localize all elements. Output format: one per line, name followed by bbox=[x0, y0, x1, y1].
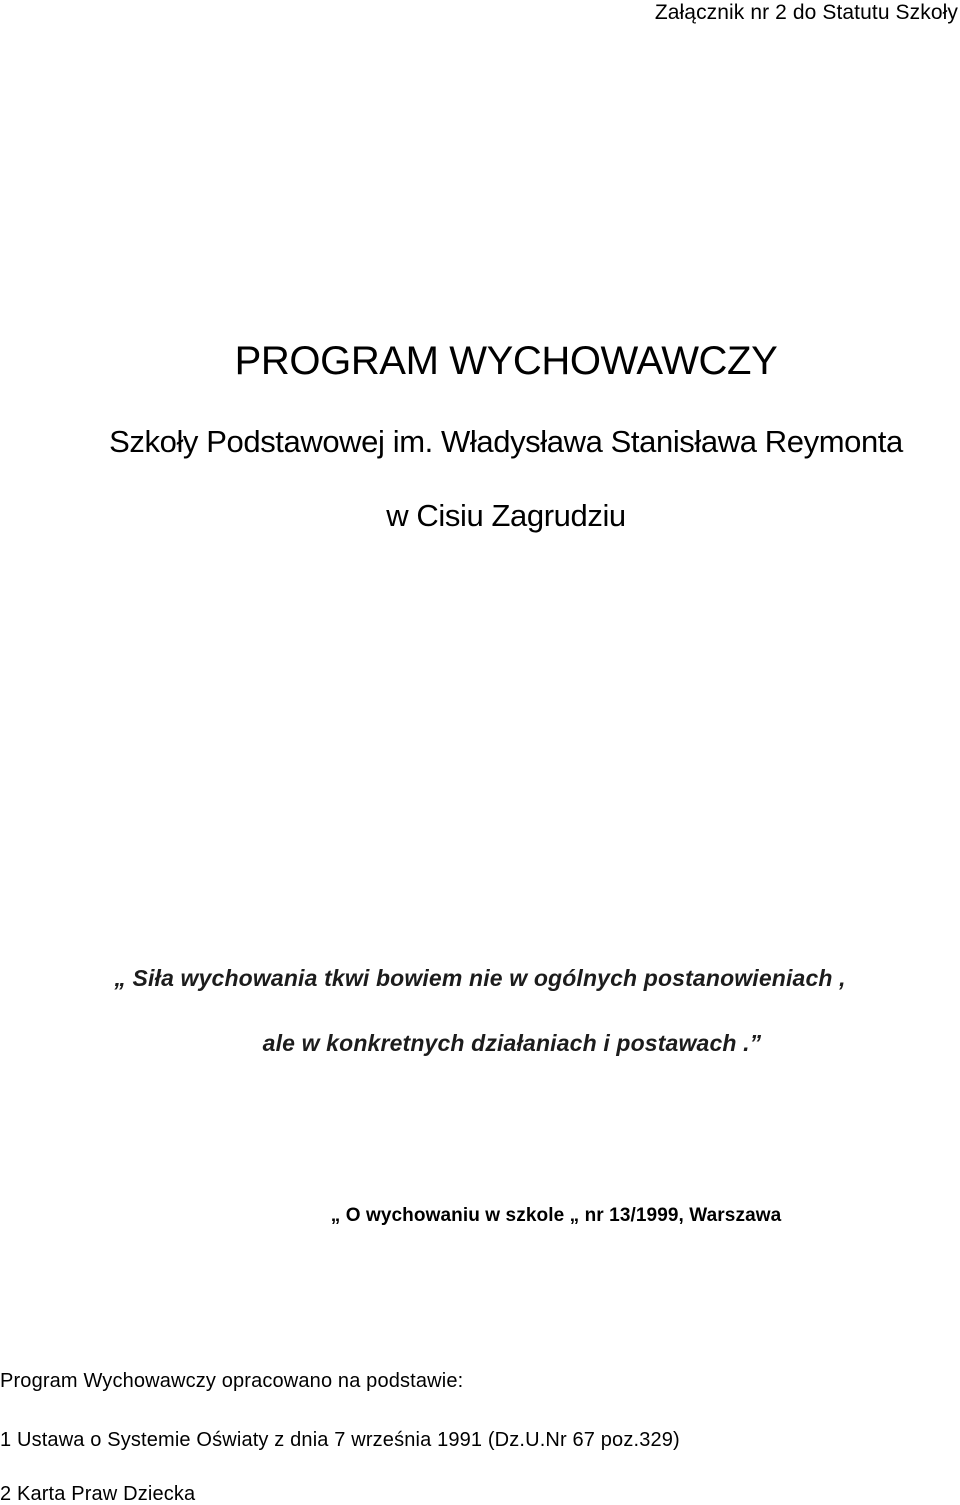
quote-line-2: ale w konkretnych działaniach i postawach .” bbox=[262, 1030, 762, 1056]
school-name-line: Szkoły Podstawowej im. Władysława Stanisława Reymonta bbox=[109, 424, 903, 459]
basis-intro: Program Wychowawczy opracowano na podstawie: bbox=[0, 1370, 464, 1392]
quote-line-1: „ Siła wychowania tkwi bowiem nie w ogólnych postanowieniach , bbox=[114, 965, 846, 991]
basis-item-2: 2 Karta Praw Dziecka bbox=[0, 1483, 196, 1505]
attachment-note: Załącznik nr 2 do Statutu Szkoły bbox=[654, 1, 958, 24]
basis-item-1: 1 Ustawa o Systemie Oświaty z dnia 7 września 1991 (Dz.U.Nr 67 poz.329) bbox=[0, 1429, 680, 1451]
school-location-line: w Cisiu Zagrudziu bbox=[386, 498, 626, 533]
quote-citation: „ O wychowaniu w szkole „ nr 13/1999, Warszawa bbox=[330, 1205, 782, 1226]
document-title: PROGRAM WYCHOWAWCZY bbox=[234, 339, 778, 383]
